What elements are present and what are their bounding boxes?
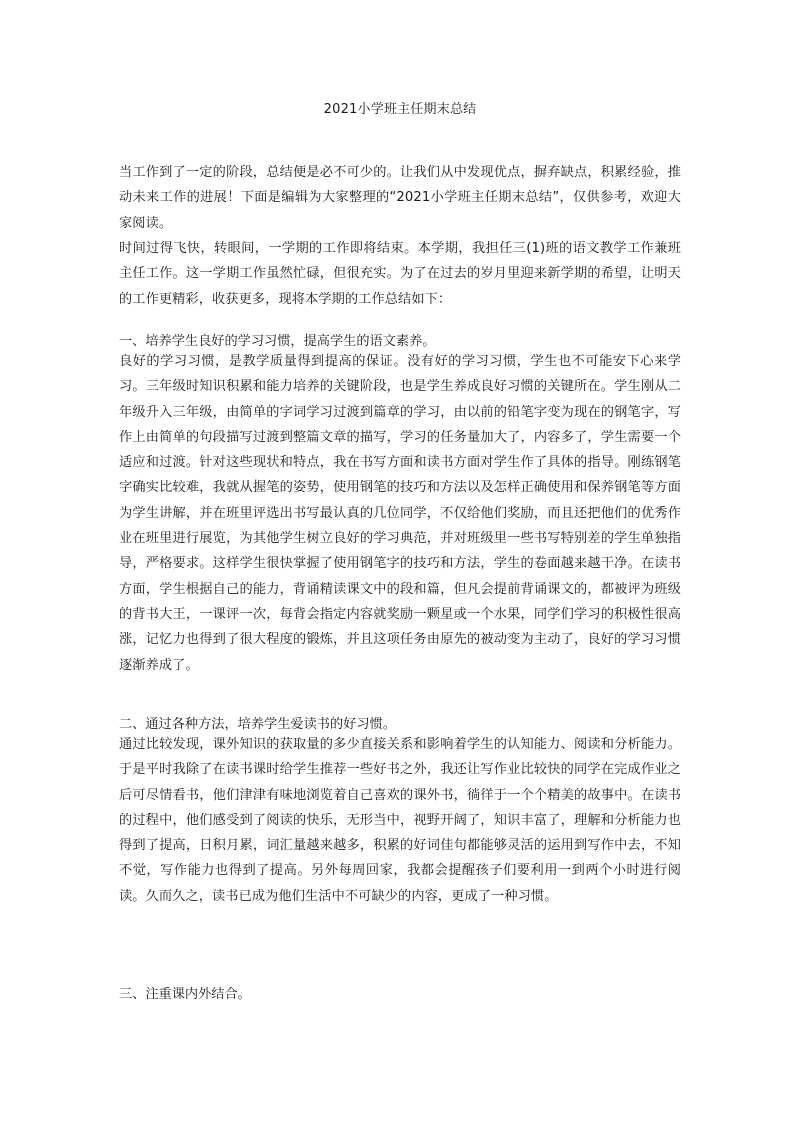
document-title: 2021小学班主任期末总结 bbox=[323, 102, 477, 117]
opening-paragraph: 时间过得飞快，转眼间，一学期的工作即将结束。本学期，我担任三(1)班的语文教学工作兼班主任工作。这一学期工作虽然忙碌，但很充实。为了在过去的岁月里迎来新学期的希望，让明天的工作更精彩，收获更多，现将本学期的工作总结如下： bbox=[119, 241, 681, 307]
section1-body: 良好的学习习惯，是教学质量得到提高的保证。没有好的学习习惯，学生也不可能安下心来学习。三年级时知识积累和能力培养的关键阶段，也是学生养成良好习惯的关键所在。学生刚从二年级升入三年级，由简单的字词学习过渡到篇章的学习，由以前的铅笔字变为现在的钢笔字，写作上由简单的句段描写过渡到整篇文章的描写，学习的任务量加大了，内容多了，学生需要一个适应和过渡。针对这些现状和特点，我在书写方面和读书方面对学生作了具体的指导。刚练钢笔字确实比较难，我就从握笔的姿势，使用钢笔的技巧和方法以及怎样正确使用和保养钢笔等方面为学生讲解，并在班里评选出书写最认真的几位同学，不仅给他们奖励，而且还把他们的优秀作业在班里进行展览，为其他学生树立良好的学习典范，并对班级里一些书写特别差的学生单独指导，严格要求。这样学生很快掌握了使用钢笔字的技巧和方法，学生的卷面越来越干净。在读书方面，学生根据自己的能力，背诵精读课文中的段和篇，但凡会提前背诵课文的，都被评为班级的背书大王，一课评一次，每背会指定内容就奖励一颗星或一个水果，同学们学习的积极性很高涨，记忆力也得到了很大程度的锻炼，并且这项任务由原先的被动变为主动了，良好的学习习惯逐渐养成了。 bbox=[119, 354, 681, 673]
section3-heading: 三、注重课内外结合。 bbox=[119, 987, 251, 1002]
section2-heading: 二、通过各种方法，培养学生爱读书的好习惯。 bbox=[119, 717, 396, 732]
intro-paragraph: 当工作到了一定的阶段，总结便是必不可少的。让我们从中发现优点，摒弃缺点，积累经验，推动未来工作的进展！下面是编辑为大家整理的“2021小学班主任期末总结”，仅供参考，欢迎大家阅读。 bbox=[119, 165, 681, 231]
section2-body: 通过比较发现，课外知识的获取量的多少直接关系和影响着学生的认知能力、阅读和分析能力。于是平时我除了在读书课时给学生推荐一些好书之外，我还让写作业比较快的同学在完成作业之后可尽情看书，他们津津有味地浏览着自己喜欢的课外书，徜徉于一个个精美的故事中。在读书的过程中，他们感受到了阅读的快乐，无形当中，视野开阔了，知识丰富了，理解和分析能力也得到了提高，日积月累，词汇量越来越多，积累的好词佳句都能够灵活的运用到写作中去，不知不觉，写作能力也得到了提高。另外每周回家，我都会提醒孩子们要利用一到两个小时进行阅读。久而久之，读书已成为他们生活中不可缺少的内容，更成了一种习惯。 bbox=[119, 737, 681, 904]
section1-heading: 一、培养学生良好的学习习惯，提高学生的语文素养。 bbox=[119, 334, 436, 349]
